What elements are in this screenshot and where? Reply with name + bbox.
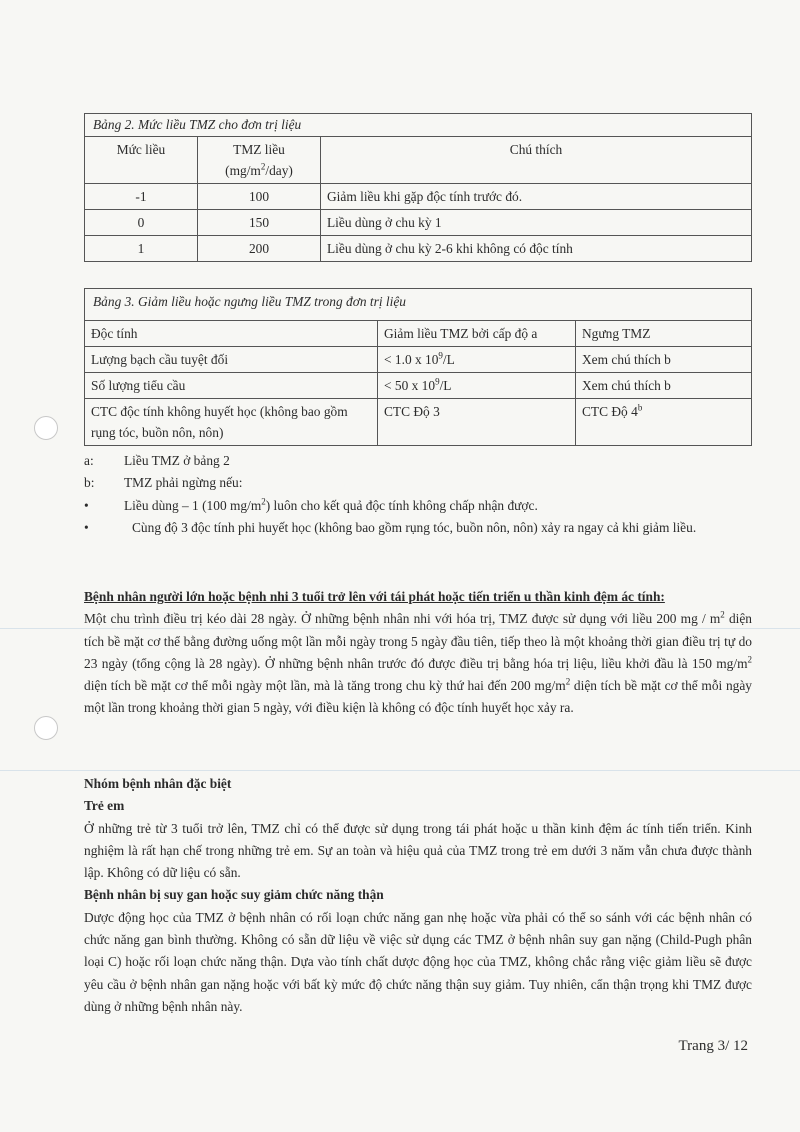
table-3-header-stop: Ngưng TMZ: [576, 321, 752, 347]
table-3-header-toxicity: Độc tính: [91, 326, 138, 341]
scan-line-2: [0, 770, 800, 771]
punch-hole-top: [34, 416, 58, 440]
table-2-caption: Bảng 2. Mức liều TMZ cho đơn trị liệu: [85, 114, 751, 137]
footnote-bullet-1: • Liều dùng – 1 (100 $mg/m^2$) luôn cho kết quả độc tính không chấp nhận được.: [84, 496, 538, 513]
subsection-children-text: Ở những trẻ từ 3 tuổi trở lên, TMZ chỉ có thể được sử dụng trong tái phát hoặc u thần kinh đệm ác tính tiến triển. Kinh nghiệm là rất hạn chế trong những trẻ em. Sự an toàn và hiệu quả của TMZ trong trẻ em dưới 3 năm vẫn chưa được thành lập. Không có dữ liệu có sẵn.: [84, 820, 752, 881]
table-2: [84, 113, 752, 262]
subsection-children-heading: Trẻ em: [84, 798, 125, 814]
table-2-header-note: Chú thích: [321, 137, 752, 184]
table-row: -1 100 Giảm liều khi gặp độc tính trước đó.: [85, 184, 751, 210]
section-adults-heading: Bệnh nhân người lớn hoặc bệnh nhi 3 tuổi trở lên với tái phát hoặc tiến triển u thần kinh đệm ác tính:: [84, 589, 665, 604]
section-adults: [84, 586, 752, 720]
table-3: [84, 288, 752, 446]
section-special-heading: Nhóm bệnh nhân đặc biệt: [84, 776, 232, 791]
footnotes: [84, 450, 752, 539]
section-adults-paragraph: Một chu trình điều trị kéo dài 28 ngày. Ở những bệnh nhân nhi với hóa trị, TMZ được sử dụng với liều 200 mg / $m^2$ diện tích bề mặt cơ thể bằng đường uống một lần mỗi ngày trong 5 ngày đầu tiên, tiếp theo là một khoảng thời gian điều trị tự do 23 ngày (tổng cộng là 28 ngày). Ở những bệnh nhân trước đó được điều trị bằng hóa trị liệu, liều khởi đầu là 150 $mg/m^2$ diện tích bề mặt cơ thể mỗi ngày một lần, mà là tăng trong chu kỳ thứ hai đến 200 $mg/m^2$ diện tích bề mặt cơ thể mỗi ngày một lần trong khoảng thời gian 5 ngày, với điều kiện là không có độc tính huyết học xảy ra.: [84, 609, 752, 716]
table-row: Số lượng tiểu cầu < 50 x $10^9/L$ Xem chú thích b: [85, 373, 751, 399]
table-row: Lượng bạch cầu tuyệt đối < 1.0 x $10^9/L$ Xem chú thích b: [85, 347, 751, 373]
page-number: Trang 3/ 12: [678, 1038, 748, 1054]
table-3-caption: Bảng 3. Giảm liều hoặc ngưng liều TMZ trong đơn trị liệu: [85, 289, 751, 321]
table-2-header-level: Mức liều: [116, 142, 166, 157]
section-special-populations: [84, 773, 752, 1018]
table-row: 1 200 Liều dùng ở chu kỳ 2-6 khi không có độc tính: [85, 236, 751, 262]
table-row: CTC độc tính không huyết học (không bao gồm rụng tóc, buồn nôn, nôn) CTC Độ 3 CTC Độ 4$^b$: [85, 399, 751, 446]
footnote-b: b: TMZ phải ngừng nếu:: [84, 475, 243, 491]
footnote-bullet-2: • Cùng độ 3 độc tính phi huyết học (không bao gồm rụng tóc, buồn nôn, nôn) xảy ra ngay cả khi giảm liều.: [84, 519, 697, 535]
punch-hole-bottom: [34, 716, 58, 740]
table-3-header-reduce: Giảm liều TMZ bởi cấp độ a: [378, 321, 576, 347]
footnote-a: a: Liều TMZ ở bảng 2: [84, 453, 230, 468]
table-2-header-dose: TMZ liều $(mg/m^2/day)$: [198, 137, 321, 184]
table-row: 0 150 Liều dùng ở chu kỳ 1: [85, 210, 751, 236]
subsection-hepatic-renal-heading: Bệnh nhân bị suy gan hoặc suy giảm chức năng thận: [84, 887, 384, 903]
subsection-hepatic-renal-text: Dược động học của TMZ ở bệnh nhân có rối loạn chức năng gan nhẹ hoặc vừa phải có thể so sánh với các bệnh nhân có chức năng gan bình thường. Không có sẵn dữ liệu về việc sử dụng các TMZ ở bệnh nhân suy gan nặng (Child-Pugh phân loại C) hoặc rối loạn chức năng thận. Dựa vào tính chất dược động học của TMZ, không chắc rằng việc giảm liều sẽ được yêu cầu ở bệnh nhân gan nặng hoặc với bất kỳ mức độ chức năng thận suy giảm. Tuy nhiên, cẩn thận trọng khi TMZ được dùng ở những bệnh nhân này.: [84, 909, 752, 1014]
